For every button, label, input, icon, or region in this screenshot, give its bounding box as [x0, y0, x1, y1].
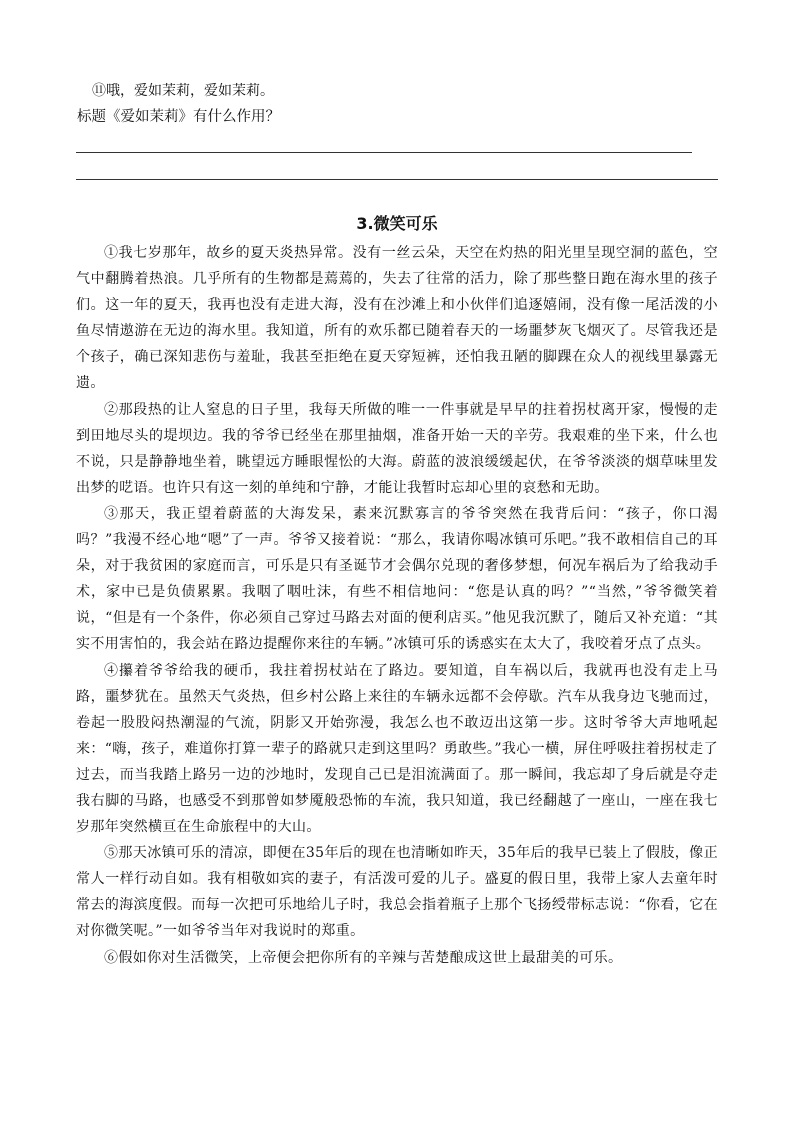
article-title: 3.微笑可乐: [356, 214, 438, 233]
paragraph-2: ②那段热的让人窒息的日子里，我每天所做的唯一一件事就是早早的拄着拐杖离开家，慢慢的走到田地尽头的堤坝边。我的爷爷已经坐在那里抽烟，准备开始一天的辛劳。我艰难的坐下来，什么也不说，只是静静地坐着，眺望远方睡眼惺忪的大海。蔚蓝的波浪缓缓起伏，在爷爷淡淡的烟草味里发出梦的呓语。也许只有这一刻的单纯和宁静，才能让我暂时忘却心里的哀愁和无助。: [76, 401, 718, 496]
paragraph-3: ③那天，我正望着蔚蓝的大海发呆，素来沉默寡言的爷爷突然在我背后问：“孩子，你口渴吗？”我漫不经心地“嗯”了一声。爷爷又接着说：“那么，我请你喝冰镇可乐吧。”我不敢相信自己的耳朵，对于我贫困的家庭而言，可乐是只有圣诞节才会偶尔兑现的奢侈梦想，何况车祸后为了给我动手术，家中已是负债累累。我咽了咽吐沫，有些不相信地问：“您是认真的吗？”“当然，”爷爷微笑着说，“但是有一个条件，你必须自己穿过马路去对面的便利店买。”他见我沉默了，随后又补充道：“其实不用害怕的，我会站在路边提醒你来往的车辆。”冰镇可乐的诱惑实在太大了，我咬着牙点了点头。: [76, 505, 718, 653]
paragraph-4: ④攥着爷爷给我的硬币，我拄着拐杖站在了路边。要知道，自车祸以后，我就再也没有走上马路，噩梦犹在。虽然天气炎热，但乡村公路上来往的车辆永远都不会停歇。汽车从我身边飞驰而过，卷起一股股闷热潮湿的气流，阴影又开始弥漫，我怎么也不敢迈出这第一步。这时爷爷大声地吼起来：“嗨，孩子，难道你打算一辈子的路就只走到这里吗？勇敢些。”我心一横，屏住呼吸拄着拐杖走了过去，而当我踏上路另一边的沙地时，发现自己已是泪流满面了。那一瞬间，我忘却了身后就是夺走我右脚的马路，也感受不到那曾如梦魇般恐怖的车流，我只知道，我已经翻越了一座山，一座在我七岁那年突然横亘在生命旅程中的大山。: [76, 662, 718, 836]
answer-line-1: [76, 152, 692, 153]
paragraph-1: ①我七岁那年，故乡的夏天炎热异常。没有一丝云朵，天空在灼热的阳光里呈现空洞的蓝色，空气中翻腾着热浪。几乎所有的生物都是蔫蔫的，失去了往常的活力，除了那些整日跑在海水里的孩子们。这一年的夏天，我再也没有走进大海，没有在沙滩上和小伙伴们追逐嬉闹，没有像一尾活泼的小鱼尽情遨游在无边的海水里。我知道，所有的欢乐都已随着春天的一场噩梦灰飞烟灭了。尽管我还是个孩子，确已深知悲伤与羞耻，我甚至拒绝在夏天穿短裤，还怕我丑陋的脚踝在众人的视线里暴露无遗。: [76, 245, 718, 392]
paragraph-5: ⑤那天冰镇可乐的清凉，即便在35年后的现在也清晰如昨天，35年后的我早已装上了假肢，像正常人一样行动自如。我有相敬如宾的妻子，有活泼可爱的儿子。盛夏的假日里，我带上家人去童年时常去的海滨度假。而每一次把可乐地给儿子时，我总会指着瓶子上那个飞扬绶带标志说：“你看，它在对你微笑呢。”一如爷爷当年对我说时的郑重。: [76, 845, 718, 940]
answer-line-2: [76, 179, 718, 180]
article-body: [76, 240, 718, 971]
paragraph-6: ⑥假如你对生活微笑，上帝便会把你所有的辛辣与苦楚酿成这世上最甜美的可乐。: [104, 949, 623, 966]
previous-passage-line-11: ⑪哦，爱如茉莉，爱如茉莉。: [92, 83, 274, 99]
question-title-purpose: 标题《爱如茉莉》有什么作用？: [77, 109, 280, 125]
